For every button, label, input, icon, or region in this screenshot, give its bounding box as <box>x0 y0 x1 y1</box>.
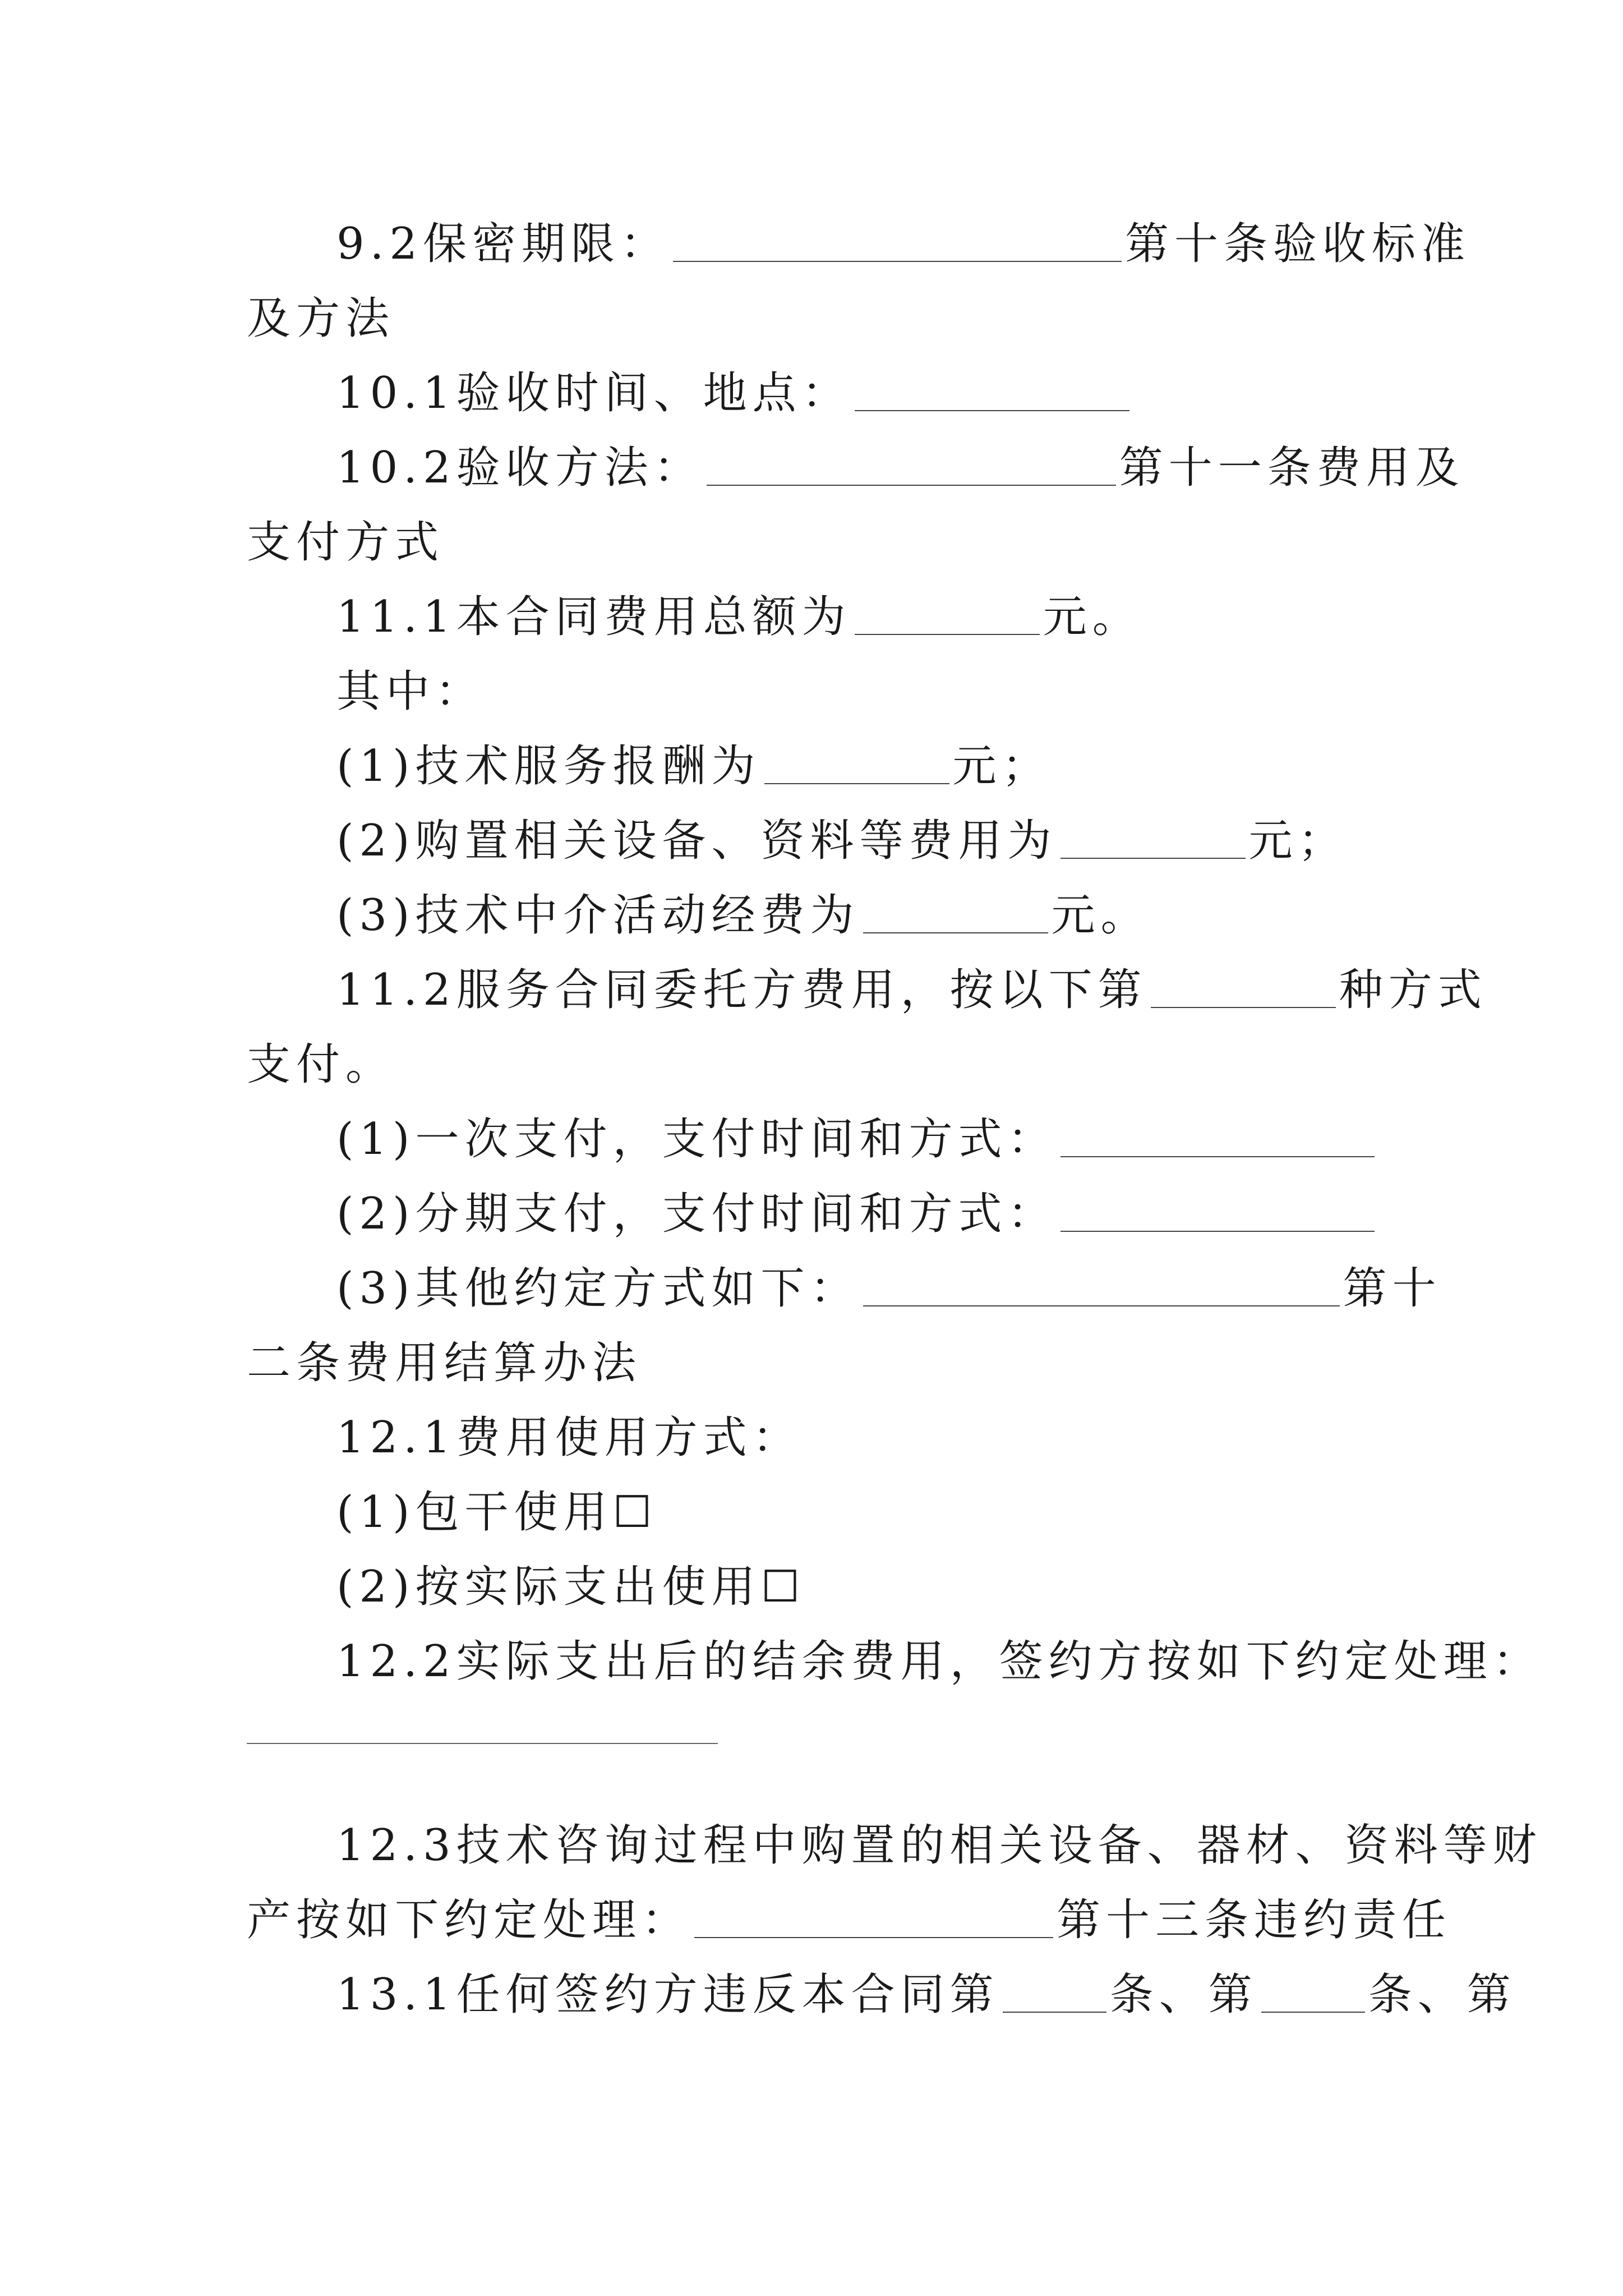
clause-text: 10.1验收时间、地点： <box>336 368 851 418</box>
clause-text: 元； <box>1248 816 1348 866</box>
payment-option-3 <box>247 1258 1442 1319</box>
clause-text: 及方法 <box>247 293 395 344</box>
fill-blank[interactable] <box>863 1266 1340 1306</box>
clause-text: 10.2验收方法： <box>336 443 703 493</box>
item-1 <box>247 735 1385 797</box>
usage-option-2 <box>247 1556 1385 1618</box>
clause-text-line <box>247 661 1385 723</box>
item-2 <box>247 810 1385 872</box>
clause-text: 12.3技术咨询过程中购置的相关设备、器材、资料等财 <box>336 1820 1542 1871</box>
clause-text: 12.2实际支出后的结余费用，签约方按如下约定处理： <box>336 1636 1542 1687</box>
clause-11-1 <box>247 586 1385 648</box>
clause-text: (1)技术服务报酬为 <box>336 741 761 792</box>
clause-text: (2)购置相关设备、资料等费用为 <box>336 816 1057 866</box>
clause-text: 条、第 <box>1109 1970 1258 2020</box>
fill-blank[interactable] <box>673 222 1122 262</box>
usage-option-1 <box>247 1481 1385 1543</box>
fill-blank[interactable] <box>863 893 1048 933</box>
fill-blank[interactable] <box>1061 1117 1375 1157</box>
item-3 <box>247 885 1385 946</box>
clause-text: 条、第 <box>1368 1970 1516 2020</box>
clause-text: 元； <box>952 741 1052 792</box>
clause-text: 第十 <box>1343 1263 1442 1314</box>
clause-text: (3)其他约定方式如下： <box>336 1263 860 1314</box>
clause-text: 其中： <box>336 666 485 717</box>
clause-text: (1)包干使用☐ <box>336 1487 658 1538</box>
clause-11-2 <box>247 959 1487 1021</box>
clause-10-1 <box>247 362 1385 424</box>
clause-text: 13.1任何签约方违反本合同第 <box>336 1970 999 2020</box>
clause-text: 第十三条违约责任 <box>1057 1895 1452 1945</box>
clause-text: (1)一次支付，支付时间和方式： <box>336 1114 1057 1165</box>
fill-blank[interactable] <box>855 595 1040 635</box>
clause-text: (2)分期支付，支付时间和方式： <box>336 1189 1057 1239</box>
clause-9-2 <box>247 213 1471 275</box>
clause-text: 第十条验收标准 <box>1125 219 1471 269</box>
clause-12-3 <box>247 1815 1542 1876</box>
clause-text: 元。 <box>1043 592 1142 642</box>
clause-continuation <box>247 1034 1385 1096</box>
clause-text: 11.2服务合同委托方费用，按以下第 <box>336 965 1147 1015</box>
clause-text: 二条费用结算办法 <box>247 1338 642 1388</box>
fill-blank[interactable] <box>855 371 1129 411</box>
payment-option-2 <box>247 1183 1385 1245</box>
fill-blank[interactable] <box>764 744 949 784</box>
clause-12-3-cont <box>247 1889 1452 1951</box>
heading-continuation <box>247 288 1385 349</box>
fill-blank[interactable] <box>1061 1191 1375 1232</box>
clause-text: 元。 <box>1051 890 1150 941</box>
fill-blank[interactable] <box>694 1898 1053 1938</box>
fill-blank[interactable] <box>1003 1972 1106 2013</box>
clause-text: 种方式 <box>1339 965 1487 1015</box>
fill-blank[interactable] <box>1061 818 1246 859</box>
fill-blank[interactable] <box>707 445 1116 486</box>
clause-text: (3)技术中介活动经费为 <box>336 890 860 941</box>
clause-10-2 <box>247 437 1465 499</box>
clause-text: 支付方式 <box>247 517 445 568</box>
heading-continuation <box>247 1332 1385 1394</box>
clause-text: 12.1费用使用方式： <box>336 1412 802 1463</box>
heading-continuation <box>247 512 1385 573</box>
clause-text: 第十一条费用及 <box>1119 443 1465 493</box>
clause-text: 产按如下约定处理： <box>247 1895 691 1945</box>
fill-blank[interactable] <box>247 1743 718 1744</box>
fill-blank[interactable] <box>1151 968 1336 1008</box>
clause-text: 11.1本合同费用总额为 <box>336 592 851 642</box>
clause-text: (2)按实际支出使用☐ <box>336 1562 806 1612</box>
payment-option-1 <box>247 1108 1385 1170</box>
fill-blank[interactable] <box>1261 1972 1365 2013</box>
clause-text: 支付。 <box>247 1039 395 1090</box>
clause-13-1 <box>247 1964 1516 2026</box>
clause-12-2 <box>247 1631 1542 1692</box>
clause-12-1 <box>247 1407 1385 1469</box>
clause-text: 9.2保密期限： <box>336 219 670 269</box>
